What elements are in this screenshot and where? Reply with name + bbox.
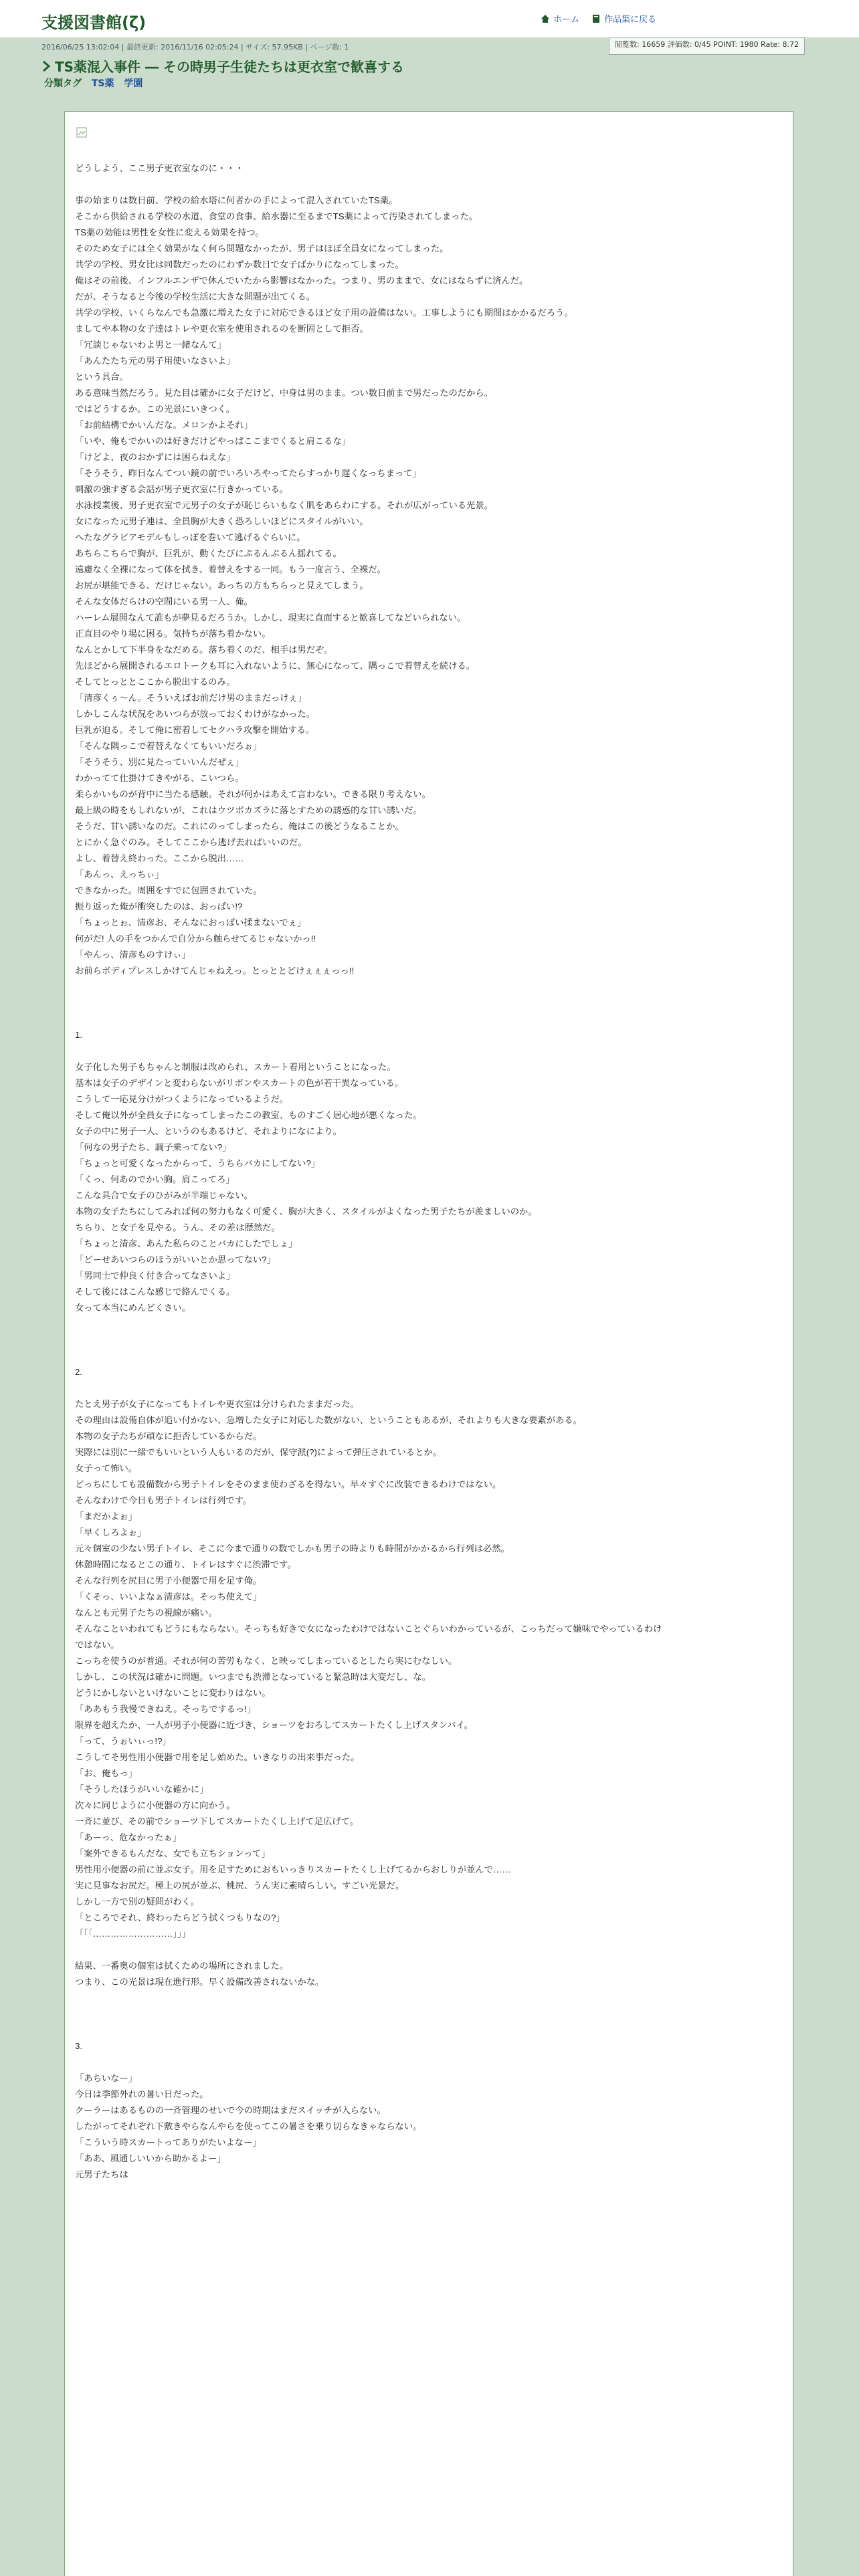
- story-line: 女子って怖い。: [75, 1463, 138, 1473]
- story-line: しかし一方で別の疑問がわく。: [75, 1897, 199, 1907]
- story-line: あちらこちらで胸が、巨乳が、動くたびにぷるんぷるん揺れてる。: [75, 548, 342, 558]
- story-line: 本物の女子たちにしてみれば何の努力もなく可愛く、胸が大きく、スタイルがよくなった男子たちが羨ましいのか。: [75, 1206, 537, 1216]
- story-line: お前らボディプレスしかけてんじゃねえっ。とっととどけぇぇぇっっ!!: [75, 966, 355, 976]
- tag-link[interactable]: TS薬: [91, 78, 114, 89]
- story-line: 遠慮なく全裸になって体を拭き、着替えをする一同。もう一度言う、全裸だ。: [75, 564, 386, 574]
- story-line: その理由は設備自体が追い付かない、急増した女子に対応した数がない、ということもあるが、それよりも大きな要素がある。: [75, 1415, 582, 1425]
- story-line: [75, 1990, 784, 2006]
- story-line: 今日は季節外れの暑い日だった。: [75, 2089, 209, 2099]
- story-line: 3.: [75, 2041, 83, 2051]
- story-line: 女子の中に男子一人、というのもあるけど、それよりになにより。: [75, 1126, 342, 1136]
- story-line: 女子化した男子もちゃんと制服は改められ、スカート着用ということになった。: [75, 1062, 396, 1072]
- story-line: [75, 2054, 784, 2070]
- story-text: [75, 160, 784, 2183]
- story-line: 元々個室の少ない男子トイレ、そこに今まで通りの数でしかも男子の時よりも時間がかかるから行列は必然。: [75, 1543, 510, 1553]
- story-line: 女になった元男子連は、全員胸が大きく恐ろしいほどにスタイルがいい。: [75, 516, 369, 526]
- story-line: できなかった。周囲をすでに包囲されていた。: [75, 885, 262, 895]
- chevron-right-icon: [41, 60, 51, 72]
- story-line: ましてや本物の女子達はトレや更衣室を使用されるのを断固として拒否。: [75, 324, 369, 334]
- story-line: 男性用小便器の前に並ぶ女子。用を足すためにおもいっきりスカートたくし上げてるからおしりが並んで……: [75, 1864, 511, 1874]
- story-line: 共学の学校、男女比は同数だったのにわずか数日で女子ばかりになってしまった。: [75, 259, 404, 270]
- story-line: そんな女体だらけの空間にいる男一人、俺。: [75, 597, 253, 607]
- story-line: ではない。: [75, 1640, 120, 1650]
- story-line: 女って本当にめんどくさい。: [75, 1303, 191, 1313]
- story-line: ちらり、と女子を見やる。うん、その差は歴然だ。: [75, 1222, 280, 1232]
- story-line: ハーレム展開なんて誰もが夢見るだろうか。しかし、現実に直面すると歓喜してなどいられない。: [75, 613, 466, 623]
- story-line: 「まだかよぉ」: [75, 1511, 138, 1521]
- story-line: [75, 2006, 784, 2022]
- story-line: したがってそれぞれ下敷きやらなんやらを使ってこの暑さを乗り切らなきゃならない。: [75, 2121, 422, 2131]
- story-line: そんな行列を尻目に男子小便器で用を足す俺。: [75, 1576, 262, 1586]
- story-line: 「あーっ、危なかったぁ」: [75, 1832, 182, 1842]
- header-nav: [541, 12, 656, 25]
- site-title[interactable]: 支援図書館(ζ): [41, 13, 147, 32]
- story-line: [75, 1011, 784, 1027]
- story-line: 一斉に並び、その前でショーツ下してスカートたくし上げて足広げて。: [75, 1816, 359, 1826]
- back-to-works-link[interactable]: [591, 12, 656, 25]
- story-line: 俺はその前後、インフルエンザで休んでいたから影響はなかった。つまり、男のままで、女にはならずに済んだ。: [75, 276, 529, 286]
- story-line: 2.: [75, 1367, 83, 1377]
- story-line: クーラーはあるものの一斉管理のせいで今の時期はまだスイッチが入らない。: [75, 2105, 386, 2115]
- story-line: どうしよう、ここ男子更衣室なのに・・・: [75, 163, 244, 173]
- story-line: そして俺以外が全員女子になってしまったこの教室、ものすごく居心地が悪くなった。: [75, 1110, 422, 1120]
- home-icon: [541, 14, 550, 23]
- story-line: 「あんたたち元の男子用使いなさいよ」: [75, 356, 235, 366]
- home-link-label: ホーム: [553, 15, 580, 25]
- story-line: という具合。: [75, 372, 128, 382]
- tags-label: 分類タグ: [44, 78, 82, 89]
- story-line: 休憩時間になるとこの通り、トイレはすぐに渋滞です。: [75, 1560, 296, 1570]
- story-line: [75, 995, 784, 1011]
- story-line: [75, 2022, 784, 2038]
- story-line: 水泳授業後、男子更衣室で元男子の女子が恥じらいもなく肌をあらわにする。それが広がっている光景。: [75, 500, 493, 510]
- story-line: だが、そうなると今後の学校生活に大きな問題が出てくる。: [75, 292, 316, 302]
- story-line: そんなこといわれてもどうにもならない。そっちも好きで女になったわけではないことぐらいわかっているが、こっちだって嫌味でやっているわけ: [75, 1624, 662, 1634]
- story-line: とにかく急ぐのみ。そしてここから逃げ去ればいいのだ。: [75, 837, 307, 847]
- story-line: 「何なの男子たち、調子乗ってない?」: [75, 1142, 231, 1152]
- back-link-label: 作品集に戻る: [604, 15, 657, 25]
- story-line: [75, 979, 784, 995]
- story-line: 「どーせあいつらのほうがいいとか思ってない?」: [75, 1255, 276, 1265]
- story-line: 「そうしたほうがいいな確かに」: [75, 1784, 209, 1794]
- story-line: [75, 1316, 784, 1332]
- home-link[interactable]: [541, 12, 579, 25]
- story-line: なんとかして下半身をなだめる。落ち着くのだ、相手は男だぞ。: [75, 645, 333, 655]
- story-line: なんとも元男子たちの視線が痛い。: [75, 1608, 217, 1618]
- story-line: 共学の学校、いくらなんでも急激に増えた女子に対応できるほど女子用の設備はない。工事しようにも期間はかかるだろう。: [75, 308, 573, 318]
- story-line: 先ほどから展開されるエロトークも耳に入れないように、無心になって、隅っこで着替えを続ける。: [75, 661, 476, 671]
- story-line: 「けどよ、夜のおかずには困らねえな」: [75, 452, 235, 462]
- story-line: しかし、この状況は確かに問題。いつまでも渋滞となっていると緊急時は大変だし、な。: [75, 1672, 431, 1682]
- story-line: 1.: [75, 1030, 83, 1040]
- story-line: [75, 177, 784, 193]
- story-line: ではどうするか。この光景にいきつく。: [75, 404, 235, 414]
- story-line: 「冗談じゃないわよ男と一緒なんて」: [75, 340, 227, 350]
- story-line: 振り返った俺が衝突したのは、おっぱい!?: [75, 901, 243, 911]
- story-line: 「清彦くぅ～ん。そういえばお前だけ男のままだっけぇ」: [75, 693, 307, 703]
- story-line: へたなグラビアモデルもしっぽを巻いて逃げるぐらいに。: [75, 532, 306, 542]
- story-line: わかってて仕掛けてきやがる、こいつら。: [75, 773, 244, 783]
- tag-link[interactable]: 学園: [124, 78, 143, 89]
- tag-list: [44, 76, 142, 90]
- book-icon: [591, 14, 601, 23]
- story-line: そうだ、甘い誘いなのだ。これにのってしまったら、俺はこの後どうなることか。: [75, 821, 404, 831]
- story-line: 「そうそう、昨日なんてつい鏡の前でいろいろやってたらすっかり遅くなっちまって」: [75, 468, 421, 478]
- story-line: ある意味当然だろう。見た目は確かに女子だけど、中身は男のまま。つい数日前まで男だったのだから。: [75, 388, 493, 398]
- story-line: 「あんっ、えっちぃ」: [75, 869, 164, 879]
- story-line: 「ところでそれ、終わったらどう拭くつもりなの?」: [75, 1913, 285, 1923]
- story-line: 事の始まりは数日前、学校の給水塔に何者かの手によって混入されていたTS薬。: [75, 195, 398, 205]
- story-line: 実に見事なお尻だ。極上の尻が並ぶ、桃尻、うん実に素晴らしい。すごい光景だ。: [75, 1881, 405, 1891]
- story-line: 何がだ! 人の手をつかんで自分から触らせてるじゃないかっ!!: [75, 934, 316, 944]
- story-line: つまり、この光景は現在進行形。早く設備改善されないかな。: [75, 1977, 324, 1987]
- story-line: 「ちょっと清彦、あんた私らのことバカにしたでしょ」: [75, 1239, 298, 1249]
- story-line: 「お前結構でかいんだな。メロンかよそれ」: [75, 420, 253, 430]
- story-line: 「ちょっとぉ、清彦お、そんなにおっぱい揉まないでぇ」: [75, 918, 306, 928]
- story-line: 柔らかいものが背中に当たる感触。それが何かはあえて言わない。できる限り考えない。: [75, 789, 431, 799]
- story-line: [75, 1043, 784, 1059]
- story-line: そしてとっととここから脱出するのみ。: [75, 677, 235, 687]
- story-line: よし、着替え終わった。ここから脱出……: [75, 853, 244, 863]
- story-line: 刺激の強すぎる会話が男子更衣室に行きかっている。: [75, 484, 289, 494]
- story-line: 正直目のやり場に困る。気持ちが落ち着かない。: [75, 629, 271, 639]
- story-line: 本物の女子たちが頑なに拒否しているからだ。: [75, 1431, 262, 1441]
- story-line: [75, 1332, 784, 1348]
- story-line: 「そうそう、別に見たっていいんだぜぇ」: [75, 757, 244, 767]
- story-line: しかしこんな状況をあいつらが放っておくわけがなかった。: [75, 709, 316, 719]
- story-line: 「やんっ、清彦ものすけぃ」: [75, 950, 191, 960]
- story-line: そこから供給される学校の水道、食堂の食事、給水器に至るまでTS薬によって汚染されてしまった。: [75, 211, 478, 221]
- story-line: 次々に同じように小便器の方に向かう。: [75, 1800, 235, 1810]
- story-line: 結果、一番奥の個室は拭くための場所にされました。: [75, 1961, 289, 1971]
- story-line: TS薬の効能は男性を女性に変える効果を持つ。: [75, 227, 264, 237]
- story-line: 基本は女子のデザインと変わらないがリボンやスカートの色が若干異なっている。: [75, 1078, 404, 1088]
- story-line: 「ああもう我慢できねえ。そっちでするっ!」: [75, 1704, 256, 1714]
- story-line: どうにかしないといけないことに変わりはない。: [75, 1688, 271, 1698]
- story-line: 「案外できるもんだな、女でも立ちションって」: [75, 1848, 270, 1858]
- story-line: たとえ男子が女子になってもトイレや更衣室は分けられたままだった。: [75, 1399, 359, 1409]
- story-line: 限界を超えたか、一人が男子小便器に近づき、ショーツをおろしてスカートたくし上げスタンバイ。: [75, 1720, 473, 1730]
- story-line: 「男同士で仲良く付き合ってなさいよ」: [75, 1271, 235, 1281]
- story-line: 「いや、俺もでかいのは好きだけどやっぱここまでくると肩こるな」: [75, 436, 351, 446]
- story-line: [75, 1348, 784, 1364]
- story-line: 最上級の時をもしれないが、これはウツボカズラに落とすための誘惑的な甘い誘いだ。: [75, 805, 422, 815]
- story-line: どっちにしても設備数から男子トイレをそのまま使わざるを得ない。早々すぐに改装できるわけではない。: [75, 1479, 502, 1489]
- story-line: 「「「………………………」」」: [75, 1929, 191, 1939]
- story-line: 「こういう時スカートってありがたいよなー」: [75, 2137, 262, 2147]
- story-line: そんなわけで今日も男子トイレは行列です。: [75, 1495, 252, 1505]
- story-line: 「くそっ、いいよなぁ清彦は。そっち使えて」: [75, 1592, 262, 1602]
- story-line: こっちを使うのが普通。それが何の苦労もなく、と映ってしまっているとしたら実にむなしい。: [75, 1656, 458, 1666]
- story-line: 「って、うぉいぃっ!?」: [75, 1736, 171, 1746]
- story-line: 「くっ、何あのでかい胸。肩こってろ」: [75, 1174, 235, 1184]
- story-line: お尻が堪能できる、だけじゃない。あっちの方もちらっと見えてしまう。: [75, 580, 369, 591]
- story-line: 「お、俺もっ」: [75, 1768, 138, 1778]
- story-line: こうしてそ男性用小便器で用を足し始めた。いきなりの出来事だった。: [75, 1752, 360, 1762]
- story-line: [75, 1380, 784, 1396]
- stats-box: 閲覧数: 16659 評価数: 0/45 POINT: 1980 Rate: 8.72: [609, 37, 805, 55]
- story-line: こんな具合で女子のひがみが半端じゃない。: [75, 1190, 253, 1200]
- story-line: 「ちょっと可愛くなったからって、うちらバカにしてない?」: [75, 1158, 320, 1168]
- work-title: [41, 56, 404, 76]
- story-line: 「あちいなー」: [75, 2073, 138, 2083]
- site-header: [0, 0, 859, 38]
- story-line: 巨乳が迫る。そして俺に密着してセクハラ攻撃を開始する。: [75, 725, 315, 735]
- story-line: そのため女子には全く効果がなく何ら問題なかったが、男子はほぼ全員女になってしまった。: [75, 243, 449, 253]
- story-line: こうして一応見分けがつくようになっているようだ。: [75, 1094, 289, 1104]
- story-line: 実際には別に一緒でもいいという人もいるのだが、保守派(?)によって弾圧されているとか。: [75, 1447, 442, 1457]
- story-line: 「早くしろよぉ」: [75, 1527, 147, 1537]
- post-meta: 2016/06/25 13:02:04 | 最終更新: 2016/11/16 02:05:24 | サイズ: 57.95KB | ページ数: 1: [41, 43, 349, 51]
- story-line: 「ああ、風通しいいから助かるよー」: [75, 2153, 226, 2163]
- broken-image-icon: [76, 127, 87, 138]
- story-line: 元男子たちは: [75, 2169, 128, 2179]
- story-line: 「そんな隅っこで着替えなくてもいいだろぉ」: [75, 741, 262, 751]
- work-title-text: TS薬混入事件 ― その時男子生徒たちは更衣室で歓喜する: [55, 59, 404, 75]
- story-line: [75, 1942, 784, 1958]
- story-line: そして後にはこんな感じで絡んでくる。: [75, 1287, 235, 1297]
